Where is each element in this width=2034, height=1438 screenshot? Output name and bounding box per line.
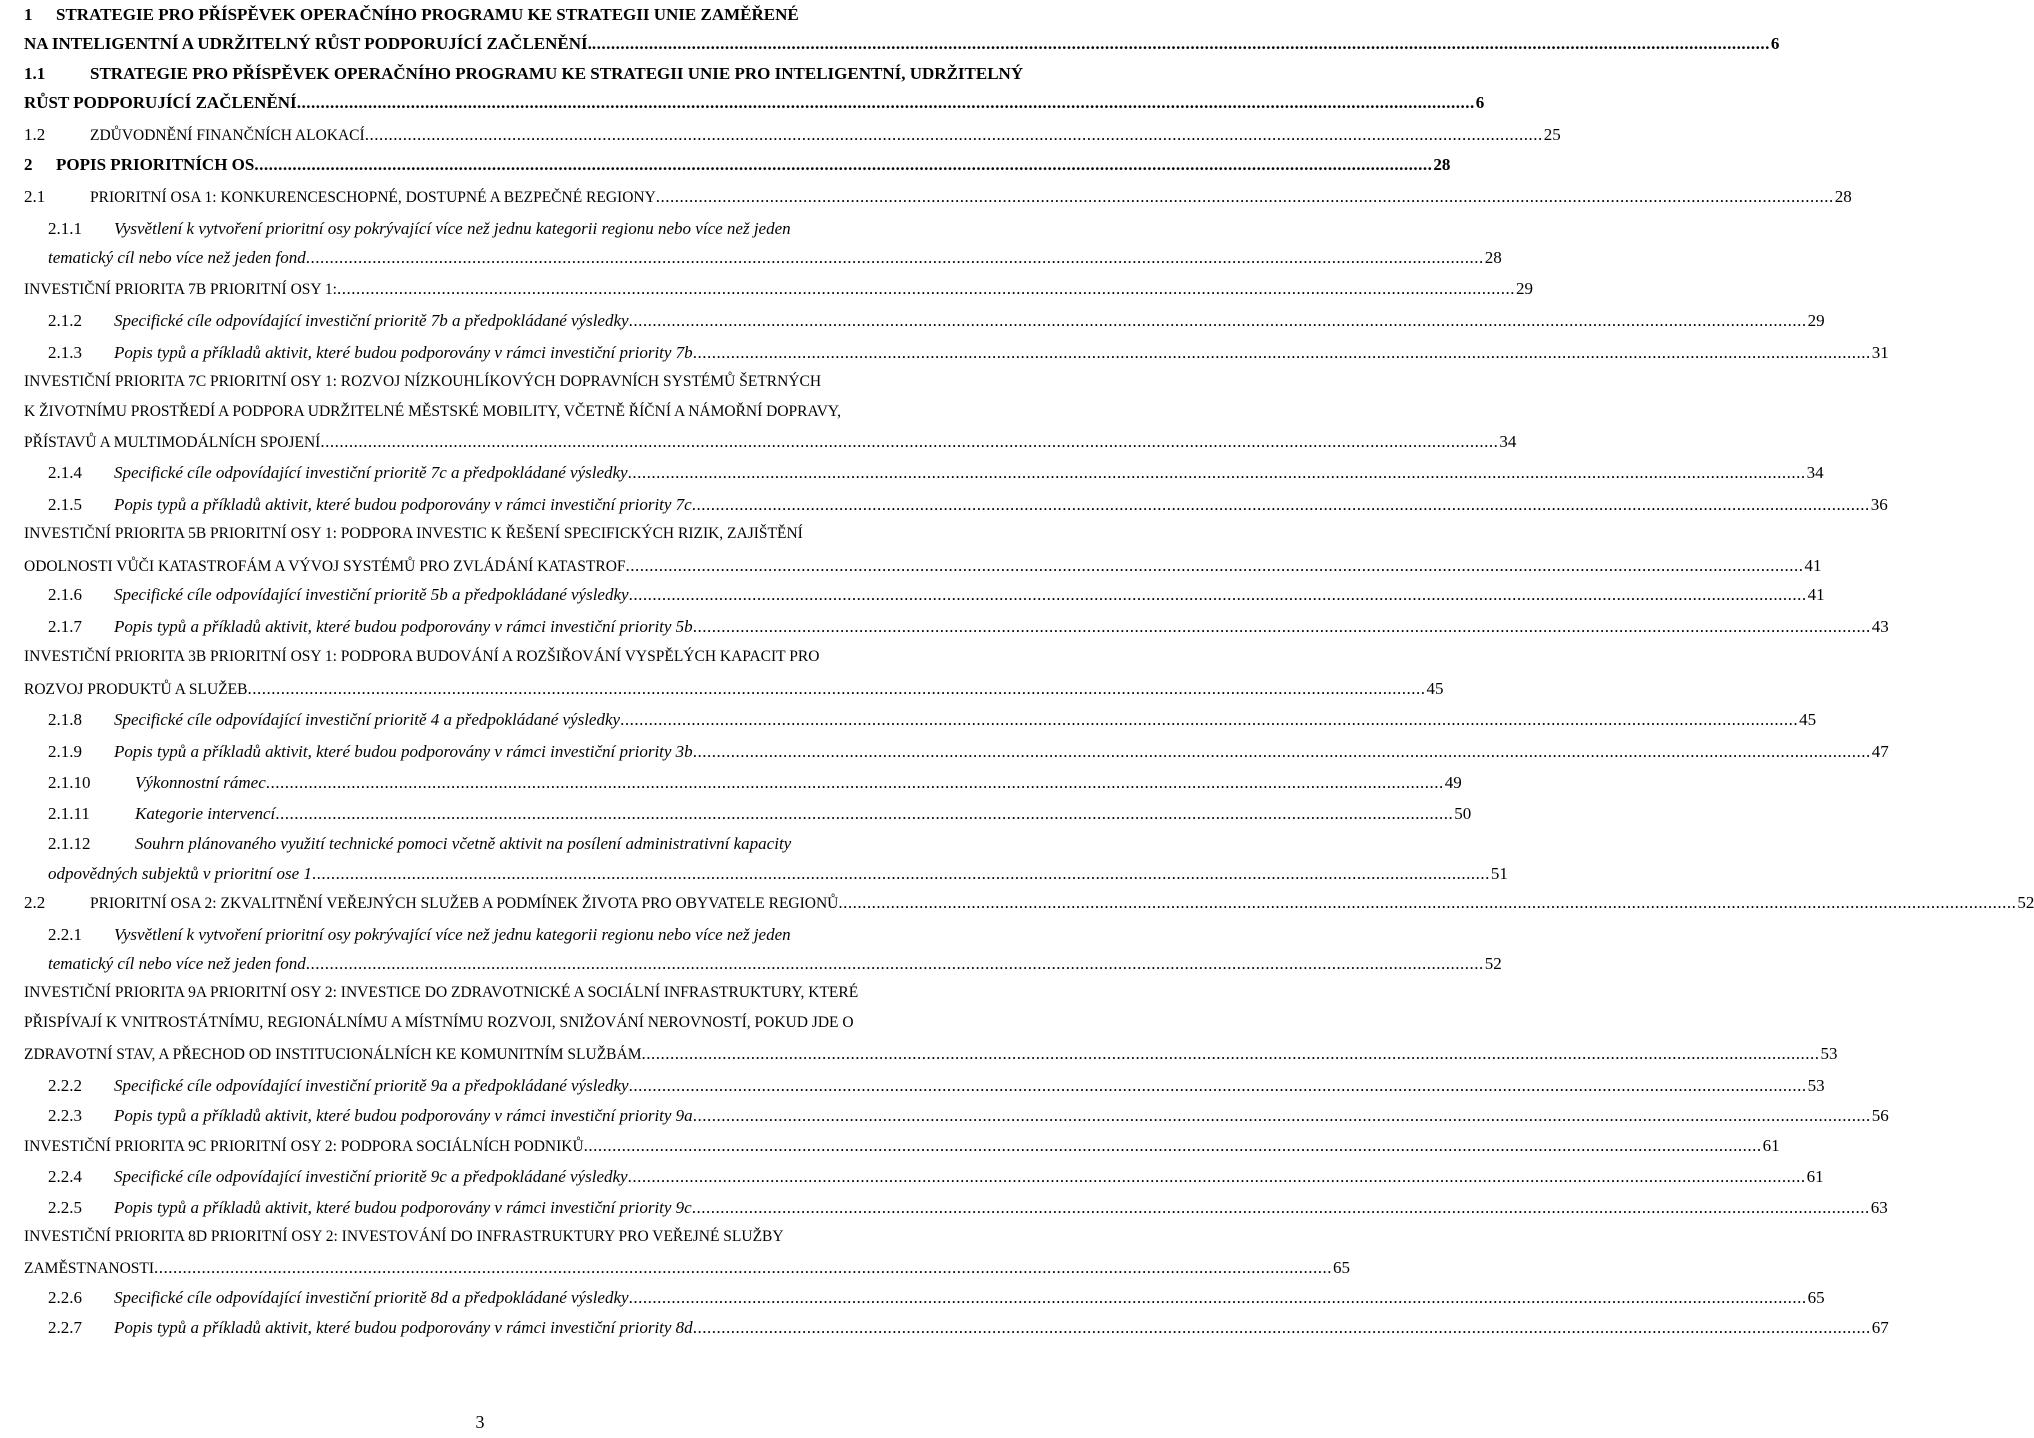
- toc-page-number: 6: [1770, 34, 1780, 53]
- toc-page-number: 65: [1333, 1258, 1351, 1277]
- toc-leader-dots: [693, 1106, 1871, 1126]
- toc-number: 2.1.11: [48, 804, 90, 823]
- toc-leader-dots: [629, 1288, 1807, 1308]
- toc-number: 2.2.1: [48, 925, 82, 944]
- toc-number: 2.1.4: [48, 463, 82, 482]
- toc-entry-line[interactable]: [24, 1136, 1780, 1166]
- toc-title: Specifické cíle odpovídající investiční prioritě 7c a předpokládané výsledky: [114, 463, 628, 482]
- toc-entry-line[interactable]: [24, 773, 1462, 803]
- toc-title: Souhrn plánovaného využití technické pomoci včetně aktivit na posílení administrativní kapacity: [135, 834, 792, 853]
- toc-page-number: 6: [1475, 93, 1485, 112]
- toc-page-number: 29: [1807, 311, 1825, 330]
- toc-page-number: 31: [1871, 343, 1889, 362]
- toc-page-number: 51: [1490, 864, 1508, 883]
- toc-title: Popis typů a příkladů aktivit, které budou podporovány v rámci investiční priority 7c: [114, 495, 692, 514]
- toc-number: 2.2: [24, 893, 46, 912]
- toc-entry-line[interactable]: [24, 648, 956, 678]
- toc-title: STRATEGIE PRO PŘÍSPĚVEK OPERAČNÍHO PROGRAMU KE STRATEGII UNIE PRO INTELIGENTNÍ, UDRŽITELNÝ: [90, 64, 1024, 83]
- toc-title: Popis typů a příkladů aktivit, které budou podporovány v rámci investiční priority 3b: [114, 742, 693, 761]
- toc-page-number: 53: [1807, 1076, 1825, 1095]
- toc-leader-dots: [247, 679, 1425, 699]
- toc-number: 2.1.8: [48, 710, 82, 729]
- toc-entry-line[interactable]: [24, 279, 1533, 309]
- toc-title: ZAMĚSTNANOSTI: [24, 1260, 155, 1277]
- toc-leader-dots: [306, 248, 1484, 268]
- toc-number: 2.2.5: [48, 1198, 82, 1217]
- toc-leader-dots: [592, 34, 1770, 54]
- toc-entry-line[interactable]: [24, 187, 1852, 217]
- toc-entry-line[interactable]: [24, 556, 1822, 586]
- toc-leader-dots: [693, 742, 1871, 762]
- toc-number: 2.2.6: [48, 1288, 82, 1307]
- toc-page-number: 65: [1807, 1288, 1825, 1307]
- toc-entry-line[interactable]: [24, 5, 956, 35]
- toc-page-number: 50: [1454, 804, 1472, 823]
- toc-entry-line[interactable]: [24, 804, 1472, 834]
- toc-leader-dots: [693, 617, 1871, 637]
- toc-entry-line[interactable]: [24, 373, 956, 403]
- toc-leader-dots: [629, 311, 1807, 331]
- toc-entry-line[interactable]: [24, 984, 956, 1014]
- toc-title: Výkonnostní rámec: [135, 773, 266, 792]
- toc-entry-line[interactable]: [24, 1167, 1824, 1197]
- toc-entry-line[interactable]: [24, 742, 1889, 772]
- toc-page-number: 52: [2017, 893, 2034, 912]
- toc-entry-line[interactable]: [24, 463, 1824, 493]
- toc-title: Popis typů a příkladů aktivit, které budou podporovány v rámci investiční priority 8d: [114, 1318, 693, 1337]
- toc-entry-line[interactable]: [24, 1014, 956, 1044]
- toc-entry-line[interactable]: [24, 219, 956, 249]
- toc-title: RŮST PODPORUJÍCÍ ZAČLENĚNÍ: [24, 93, 297, 112]
- toc-leader-dots: [629, 1076, 1807, 1096]
- toc-page-number: 67: [1871, 1318, 1889, 1337]
- toc-leader-dots: [629, 585, 1807, 605]
- toc-page-number: 28: [1834, 187, 1852, 206]
- toc-title: tematický cíl nebo více než jeden fond: [48, 954, 306, 973]
- toc-page-number: 41: [1807, 585, 1825, 604]
- toc-entry-line[interactable]: [24, 1258, 1351, 1288]
- toc-leader-dots: [626, 556, 1804, 576]
- toc-number: 2.2.3: [48, 1106, 82, 1125]
- toc-title: INVESTIČNÍ PRIORITA 7B PRIORITNÍ OSY 1:: [24, 281, 337, 298]
- toc-number: 1.1: [24, 64, 46, 83]
- toc-leader-dots: [275, 804, 1453, 824]
- toc-leader-dots: [628, 463, 1806, 483]
- toc-page-number: 45: [1426, 679, 1444, 698]
- toc-entry-line[interactable]: [24, 1044, 1838, 1074]
- toc-page-number: 45: [1799, 710, 1817, 729]
- toc-leader-dots: [692, 1198, 1870, 1218]
- toc-number: 1: [24, 5, 33, 24]
- toc-title: ZDRAVOTNÍ STAV, A PŘECHOD OD INSTITUCIONÁLNÍCH KE KOMUNITNÍM SLUŽBÁM: [24, 1046, 642, 1063]
- toc-entry-line[interactable]: [24, 403, 956, 433]
- toc-title: INVESTIČNÍ PRIORITA 9C PRIORITNÍ OSY 2: PODPORA SOCIÁLNÍCH PODNIKŮ: [24, 1138, 584, 1155]
- toc-entry-line[interactable]: [24, 432, 1517, 462]
- toc-page-number: 28: [1433, 155, 1451, 174]
- toc-title: PRIORITNÍ OSA 2: ZKVALITNĚNÍ VEŘEJNÝCH SLUŽEB A PODMÍNEK ŽIVOTA PRO OBYVATELE REGIONŮ: [90, 895, 839, 912]
- toc-entry-line[interactable]: [24, 710, 1817, 740]
- toc-entry-line[interactable]: [24, 585, 1825, 615]
- toc-page-number: 61: [1806, 1167, 1824, 1186]
- toc-leader-dots: [297, 93, 1475, 113]
- toc-title: ROZVOJ PRODUKTŮ A SLUŽEB: [24, 681, 248, 698]
- toc-leader-dots: [692, 495, 1870, 515]
- toc-number: 2.1.5: [48, 495, 82, 514]
- toc-entry-line[interactable]: [24, 311, 1825, 341]
- toc-number: 2.2.4: [48, 1167, 82, 1186]
- toc-title: PRIORITNÍ OSA 1: KONKURENCESCHOPNÉ, DOSTUPNÉ A BEZPEČNÉ REGIONY: [90, 189, 656, 206]
- toc-title: INVESTIČNÍ PRIORITA 5B PRIORITNÍ OSY 1: PODPORA INVESTIC K ŘEŠENÍ SPECIFICKÝCH RIZIK, ZAJIŠTĚNÍ: [24, 525, 803, 542]
- toc-number: 2: [24, 155, 33, 174]
- toc-entry-line[interactable]: [24, 343, 1889, 373]
- toc-title: INVESTIČNÍ PRIORITA 9A PRIORITNÍ OSY 2: INVESTICE DO ZDRAVOTNICKÉ A SOCIÁLNÍ INFRASTRUKTURY, KTERÉ: [24, 984, 859, 1001]
- toc-number: 2.1: [24, 187, 46, 206]
- toc-page-number: 61: [1762, 1136, 1780, 1155]
- toc-leader-dots: [584, 1136, 1762, 1156]
- toc-title: Specifické cíle odpovídající investiční prioritě 5b a předpokládané výsledky: [114, 585, 629, 604]
- toc-leader-dots: [656, 187, 1834, 207]
- toc-leader-dots: [628, 1167, 1806, 1187]
- toc-entry-line[interactable]: [24, 495, 1888, 525]
- toc-title: Specifické cíle odpovídající investiční prioritě 9c a předpokládané výsledky: [114, 1167, 628, 1186]
- toc-page-number: 29: [1515, 279, 1533, 298]
- toc-title: INVESTIČNÍ PRIORITA 3B PRIORITNÍ OSY 1: PODPORA BUDOVÁNÍ A ROZŠIŘOVÁNÍ VYSPĚLÝCH KAPACIT PRO: [24, 648, 820, 665]
- toc-number: 2.1.1: [48, 219, 82, 238]
- toc-leader-dots: [154, 1258, 1332, 1278]
- toc-number: 2.1.9: [48, 742, 82, 761]
- toc-title: Popis typů a příkladů aktivit, které budou podporovány v rámci investiční priority 9c: [114, 1198, 692, 1217]
- toc-entry-line[interactable]: [24, 893, 2034, 923]
- toc-entry-line[interactable]: [24, 1318, 1889, 1348]
- toc-entry-line[interactable]: [24, 1228, 956, 1258]
- toc-number: 1.2: [24, 125, 46, 144]
- toc-title: ZDŮVODNĚNÍ FINANČNÍCH ALOKACÍ: [90, 127, 365, 144]
- toc-number: 2.2.2: [48, 1076, 82, 1095]
- toc-title: Specifické cíle odpovídající investiční prioritě 4 a předpokládané výsledky: [114, 710, 621, 729]
- toc-title: POPIS PRIORITNÍCH OS: [56, 155, 255, 174]
- toc-page-number: 36: [1870, 495, 1888, 514]
- toc-page-number: 25: [1543, 125, 1561, 144]
- toc-title: PŘÍSTAVŮ A MULTIMODÁLNÍCH SPOJENÍ: [24, 434, 321, 451]
- toc-entry-line[interactable]: [24, 1288, 1825, 1318]
- toc-leader-dots: [254, 155, 1432, 175]
- toc-leader-dots: [337, 279, 1515, 299]
- toc-number: 2.2.7: [48, 1318, 82, 1337]
- toc-page-number: 28: [1484, 248, 1502, 267]
- toc-page-number: 53: [1820, 1044, 1838, 1063]
- toc-entry-line[interactable]: [24, 64, 1024, 94]
- toc-leader-dots: [365, 125, 1543, 145]
- toc-number: 2.1.12: [48, 834, 91, 853]
- toc-leader-dots: [620, 710, 1798, 730]
- toc-title: tematický cíl nebo více než jeden fond: [48, 248, 306, 267]
- toc-entry-line[interactable]: [24, 864, 1508, 894]
- toc-page-number: 47: [1871, 742, 1889, 761]
- toc-number: 2.1.2: [48, 311, 82, 330]
- toc-title: K ŽIVOTNÍMU PROSTŘEDÍ A PODPORA UDRŽITELNÉ MĚSTSKÉ MOBILITY, VČETNĚ ŘÍČNÍ A NÁMOŘNÍ DOPRAVY,: [24, 403, 841, 420]
- toc-page-number: 52: [1484, 954, 1502, 973]
- toc-page-number: 43: [1871, 617, 1889, 636]
- toc-leader-dots: [642, 1044, 1820, 1064]
- toc-entry-line[interactable]: [24, 1106, 1889, 1136]
- toc-entry-line[interactable]: [24, 125, 1561, 155]
- toc-title: Popis typů a příkladů aktivit, které budou podporovány v rámci investiční priority 7b: [114, 343, 693, 362]
- toc-title: Vysvětlení k vytvoření prioritní osy pokrývající více než jednu kategorii regionu nebo více než jeden: [114, 925, 791, 944]
- toc-entry-line[interactable]: [24, 679, 1444, 709]
- toc-leader-dots: [306, 954, 1484, 974]
- toc-title: Popis typů a příkladů aktivit, které budou podporovány v rámci investiční priority 5b: [114, 617, 693, 636]
- toc-number: 2.1.6: [48, 585, 82, 604]
- toc-leader-dots: [312, 864, 1490, 884]
- toc-title: Popis typů a příkladů aktivit, které budou podporovány v rámci investiční priority 9a: [114, 1106, 693, 1125]
- toc-page-number: 63: [1870, 1198, 1888, 1217]
- toc-title: STRATEGIE PRO PŘÍSPĚVEK OPERAČNÍHO PROGRAMU KE STRATEGII UNIE ZAMĚŘENÉ: [56, 5, 799, 24]
- toc-title: PŘISPÍVAJÍ K VNITROSTÁTNÍMU, REGIONÁLNÍMU A MÍSTNÍMU ROZVOJI, SNIŽOVÁNÍ NEROVNOSTÍ, POKUD JDE O: [24, 1014, 854, 1031]
- toc-entry-line[interactable]: [24, 155, 1451, 185]
- toc-number: 2.1.3: [48, 343, 82, 362]
- toc-entry-line[interactable]: [24, 248, 1502, 278]
- toc-entry-line[interactable]: [24, 954, 1502, 984]
- toc-entry-line[interactable]: [24, 34, 1780, 64]
- toc-entry-line[interactable]: [24, 93, 1485, 123]
- toc-entry-line[interactable]: [24, 834, 956, 864]
- toc-entry-line[interactable]: [24, 617, 1889, 647]
- toc-number: 2.1.7: [48, 617, 82, 636]
- toc-leader-dots: [693, 1318, 1871, 1338]
- toc-title: Vysvětlení k vytvoření prioritní osy pokrývající více než jednu kategorii regionu nebo více než jeden: [114, 219, 791, 238]
- toc-title: Kategorie intervencí: [135, 804, 276, 823]
- toc-number: 2.1.10: [48, 773, 91, 792]
- toc-page-number: 34: [1499, 432, 1517, 451]
- toc-entry-line[interactable]: [24, 1198, 1888, 1228]
- toc-title: ODOLNOSTI VŮČI KATASTROFÁM A VÝVOJ SYSTÉMŮ PRO ZVLÁDÁNÍ KATASTROF: [24, 558, 626, 575]
- toc-title: NA INTELIGENTNÍ A UDRŽITELNÝ RŮST PODPORUJÍCÍ ZAČLENĚNÍ.: [24, 34, 592, 53]
- toc-entry-line[interactable]: [24, 1076, 1825, 1106]
- toc-title: INVESTIČNÍ PRIORITA 7C PRIORITNÍ OSY 1: ROZVOJ NÍZKOUHLÍKOVÝCH DOPRAVNÍCH SYSTÉMŮ ŠETRNÝCH: [24, 373, 822, 390]
- toc-page-number: 41: [1804, 556, 1822, 575]
- toc-title: Specifické cíle odpovídající investiční prioritě 7b a předpokládané výsledky: [114, 311, 629, 330]
- toc-title: Specifické cíle odpovídající investiční prioritě 9a a předpokládané výsledky: [114, 1076, 629, 1095]
- toc-title: INVESTIČNÍ PRIORITA 8D PRIORITNÍ OSY 2: INVESTOVÁNÍ DO INFRASTRUKTURY PRO VEŘEJNÉ SLUŽBY: [24, 1228, 784, 1245]
- toc-page-number: 49: [1444, 773, 1462, 792]
- toc-leader-dots: [320, 432, 1498, 452]
- toc-leader-dots: [693, 343, 1871, 363]
- toc-leader-dots: [266, 773, 1444, 793]
- toc-title: odpovědných subjektů v prioritní ose 1: [48, 864, 312, 883]
- toc-page-number: 34: [1806, 463, 1824, 482]
- toc-entry-line[interactable]: [24, 925, 956, 955]
- toc-leader-dots: [838, 893, 2016, 913]
- toc-page-number: 56: [1871, 1106, 1889, 1125]
- toc-title: Specifické cíle odpovídající investiční prioritě 8d a předpokládané výsledky: [114, 1288, 629, 1307]
- page-number: 3: [475, 1412, 485, 1432]
- toc-entry-line[interactable]: [24, 525, 956, 555]
